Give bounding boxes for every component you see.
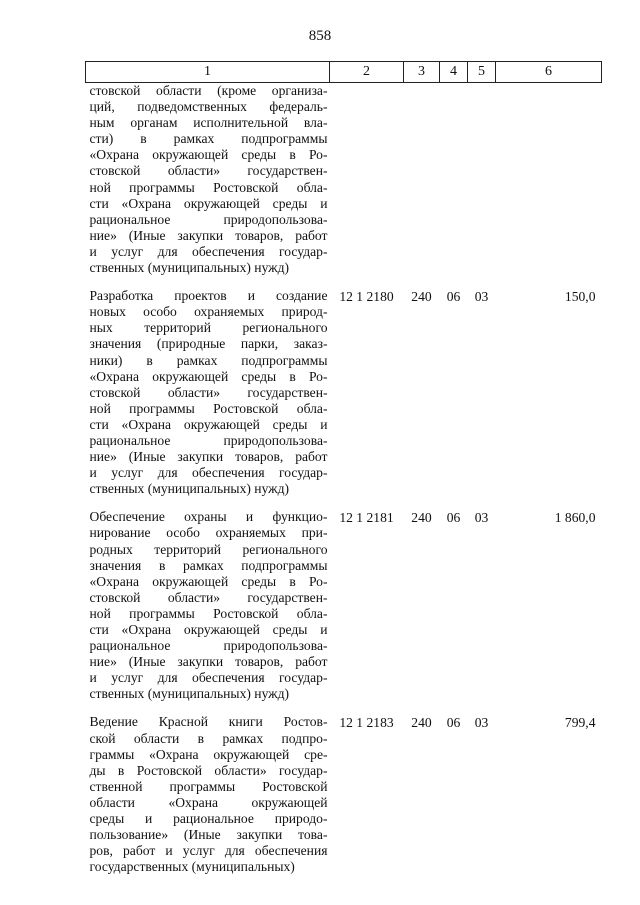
table-row bbox=[86, 83, 602, 277]
amount-cell: 799,4 bbox=[564, 715, 596, 731]
page-number: 858 bbox=[308, 28, 332, 44]
description-line: Ведение Красной книги Ростов- bbox=[89, 714, 328, 730]
amount-cell bbox=[496, 83, 602, 277]
description-line: рациональное природопользова- bbox=[89, 638, 328, 654]
description-line: ственных (муниципальных) нужд) bbox=[89, 481, 290, 497]
table-body bbox=[86, 83, 602, 876]
column-header-1: 1 bbox=[86, 62, 330, 83]
row-spacer bbox=[86, 702, 602, 714]
description-line: ской области в рамках подпро- bbox=[89, 730, 328, 746]
table-row bbox=[86, 509, 602, 702]
column-header-3: 3 bbox=[404, 62, 440, 83]
column-header-5: 5 bbox=[468, 62, 496, 83]
subsection-cell: 03 bbox=[474, 715, 489, 731]
target-code-cell bbox=[330, 83, 404, 277]
description-line: «Охрана окружающей среды в Ро- bbox=[89, 147, 328, 163]
target-code-cell: 12 1 2183 bbox=[339, 715, 394, 731]
description-cell bbox=[86, 288, 330, 497]
expense-type-cell: 240 bbox=[411, 510, 432, 526]
section-cell bbox=[440, 83, 468, 277]
description-line: ники) в рамках подпрограммы bbox=[89, 352, 328, 368]
expense-type-cell bbox=[404, 83, 440, 277]
expense-type-cell: 240 bbox=[411, 289, 432, 305]
amount-cell: 1 860,0 bbox=[554, 510, 596, 526]
description-line: и услуг для обеспечения государ- bbox=[89, 243, 328, 259]
description-line: сти «Охрана окружающей среды и bbox=[89, 622, 328, 637]
row-spacer bbox=[86, 497, 602, 509]
section-cell: 06 bbox=[446, 510, 461, 526]
row-spacer-cell bbox=[86, 276, 602, 288]
subsection-cell: 03 bbox=[474, 289, 489, 305]
description-line: ды в Ростовской области» государ- bbox=[89, 762, 328, 778]
column-header-6: 6 bbox=[496, 62, 602, 83]
description-line: ние» (Иные закупки товаров, работ bbox=[89, 227, 328, 243]
description-line: области «Охрана окружающей bbox=[89, 794, 328, 810]
description-line: рациональное природопользова- bbox=[89, 211, 328, 227]
table-row bbox=[86, 714, 602, 875]
section-cell: 06 bbox=[446, 289, 461, 305]
description-cell bbox=[86, 509, 330, 702]
description-line: ственной программы Ростовской bbox=[89, 778, 328, 794]
description-line: стовской области» государствен- bbox=[89, 384, 328, 400]
description-line: нирование особо охраняемых при- bbox=[89, 525, 328, 541]
description-line: «Охрана окружающей среды в Ро- bbox=[89, 573, 328, 589]
table-row bbox=[86, 288, 602, 497]
description-line: ственных (муниципальных) нужд) bbox=[89, 260, 290, 276]
description-line: сти) в рамках подпрограммы bbox=[89, 131, 328, 147]
description-line: новых особо охраняемых природ- bbox=[89, 304, 328, 320]
description-line: «Охрана окружающей среды в Ро- bbox=[89, 368, 328, 384]
description-line: значения (природные парки, заказ- bbox=[89, 336, 328, 352]
description-line: ственных (муниципальных) нужд) bbox=[89, 686, 290, 702]
column-header-4: 4 bbox=[440, 62, 468, 83]
expense-type-cell: 240 bbox=[411, 715, 432, 731]
description-line: сти «Охрана окружающей среды и bbox=[89, 195, 328, 211]
subsection-cell bbox=[468, 83, 496, 277]
description-line: ций, подведомственных федераль- bbox=[89, 99, 328, 115]
description-line: стовской области (кроме организа- bbox=[89, 83, 328, 98]
description-line: Разработка проектов и создание bbox=[89, 288, 328, 304]
description-line: значения в рамках подпрограммы bbox=[89, 557, 328, 573]
description-line: среды и рациональное природо- bbox=[89, 811, 328, 827]
description-line: ным органам исполнительной вла- bbox=[89, 115, 328, 131]
description-line: ной программы Ростовской обла- bbox=[89, 605, 328, 621]
row-spacer-cell bbox=[86, 497, 602, 509]
description-line: пользование» (Иные закупки това- bbox=[89, 827, 328, 843]
description-line: и услуг для обеспечения государ- bbox=[89, 465, 328, 481]
amount-cell: 150,0 bbox=[564, 289, 596, 305]
description-line: государственных (муниципальных) bbox=[89, 859, 295, 875]
description-cell bbox=[86, 83, 330, 277]
budget-table bbox=[85, 61, 602, 875]
description-line: и услуг для обеспечения государ- bbox=[89, 670, 328, 686]
section-cell: 06 bbox=[446, 715, 461, 731]
description-line: ров, работ и услуг для обеспечения bbox=[89, 843, 328, 859]
description-line: стовской области» государствен- bbox=[89, 163, 328, 179]
description-cell bbox=[86, 714, 330, 875]
target-code-cell: 12 1 2180 bbox=[339, 289, 394, 305]
table-header-row bbox=[86, 62, 602, 83]
description-line: ной программы Ростовской обла- bbox=[89, 400, 328, 416]
subsection-cell: 03 bbox=[474, 510, 489, 526]
target-code-cell: 12 1 2181 bbox=[339, 510, 394, 526]
description-line: стовской области» государствен- bbox=[89, 589, 328, 605]
column-header-2: 2 bbox=[330, 62, 404, 83]
description-line: ние» (Иные закупки товаров, работ bbox=[89, 654, 328, 670]
description-line: рациональное природопользова- bbox=[89, 432, 328, 448]
description-line: Обеспечение охраны и функцио- bbox=[89, 509, 328, 525]
row-spacer bbox=[86, 276, 602, 288]
description-line: ных территорий регионального bbox=[89, 320, 328, 336]
description-line: сти «Охрана окружающей среды и bbox=[89, 416, 328, 432]
row-spacer-cell bbox=[86, 702, 602, 714]
description-line: родных территорий регионального bbox=[89, 541, 328, 557]
description-line: ной программы Ростовской обла- bbox=[89, 179, 328, 195]
description-line: граммы «Охрана окружающей сре- bbox=[89, 746, 328, 762]
description-line: ние» (Иные закупки товаров, работ bbox=[89, 449, 328, 465]
